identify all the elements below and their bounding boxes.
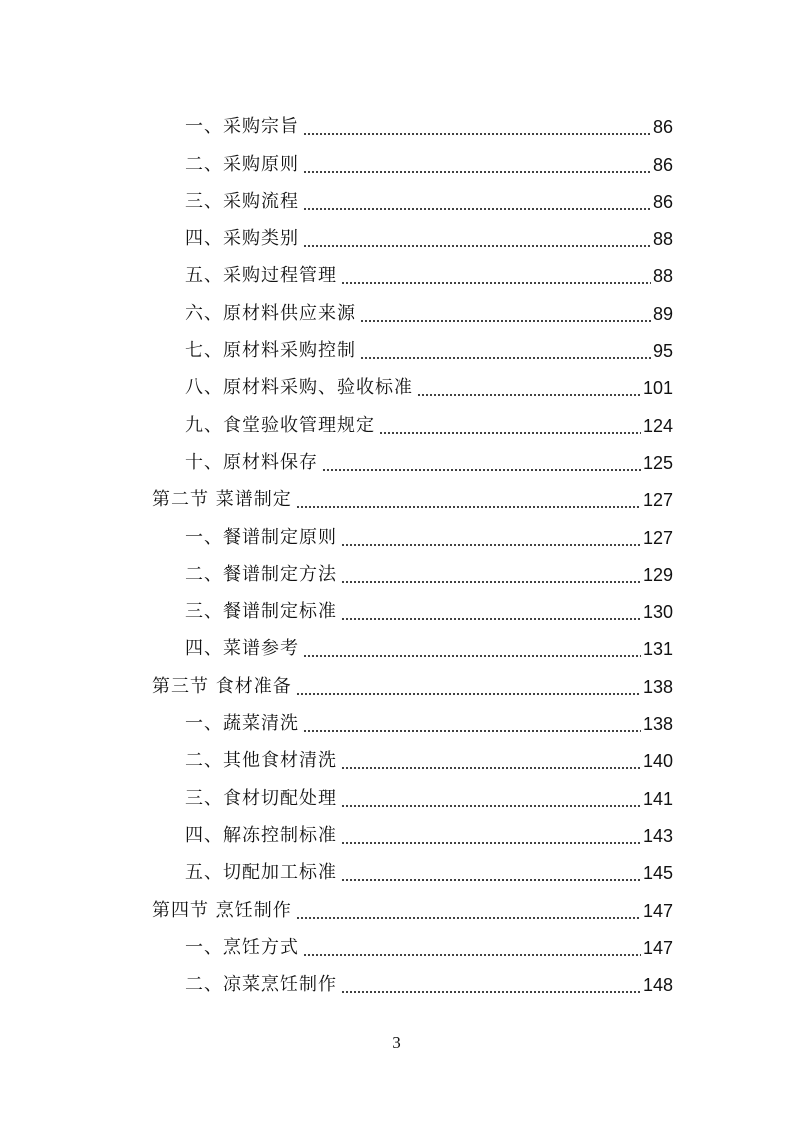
toc-dot-leader: [341, 601, 641, 623]
toc-entry-page: 86: [652, 191, 673, 212]
toc-dot-leader: [303, 191, 651, 213]
toc-dot-leader: [341, 862, 641, 884]
toc-dot-leader: [296, 900, 641, 922]
toc-entry-label: 第三节 食材准备: [152, 675, 292, 697]
toc-entry[interactable]: [0, 959, 793, 996]
toc-entry[interactable]: [0, 399, 793, 436]
toc-dot-leader: [360, 340, 651, 362]
toc-entry-label: 七、原材料采购控制: [185, 340, 356, 362]
toc-entry-page: 88: [652, 229, 673, 250]
toc-dot-leader: [322, 452, 641, 474]
toc-entry-label: 一、蔬菜清洗: [185, 713, 299, 735]
toc-entry[interactable]: [0, 176, 793, 213]
toc-entry-label: 四、解冻控制标准: [185, 824, 337, 846]
toc-entry[interactable]: [0, 549, 793, 586]
toc-entry[interactable]: [0, 138, 793, 175]
toc-entry-page: 147: [642, 937, 673, 958]
toc-entry-label: 二、采购原则: [185, 153, 299, 175]
toc-dot-leader: [303, 713, 641, 735]
toc-entry[interactable]: [0, 511, 793, 548]
toc-entry-label: 九、食堂验收管理规定: [185, 414, 375, 436]
toc-dot-leader: [303, 638, 641, 660]
toc-entry-page: 125: [642, 452, 673, 473]
toc-entry-label: 三、采购流程: [185, 190, 299, 212]
toc-section-entry[interactable]: [0, 660, 793, 697]
toc-entry-page: 130: [642, 602, 673, 623]
toc-entry[interactable]: [0, 922, 793, 959]
toc-entry-page: 86: [652, 117, 673, 138]
toc-entry[interactable]: [0, 847, 793, 884]
toc-entry[interactable]: [0, 325, 793, 362]
toc-dot-leader: [303, 228, 651, 250]
toc-entry-label: 五、切配加工标准: [185, 862, 337, 884]
toc-dot-leader: [303, 116, 651, 138]
toc-dot-leader: [341, 527, 641, 549]
toc-entry-label: 一、烹饪方式: [185, 936, 299, 958]
toc-entry-page: 129: [642, 564, 673, 585]
toc-entry[interactable]: [0, 362, 793, 399]
toc-dot-leader: [417, 377, 641, 399]
toc-entry-page: 138: [642, 714, 673, 735]
toc-dot-leader: [341, 788, 641, 810]
toc-entry[interactable]: [0, 287, 793, 324]
toc-entry-page: 131: [642, 639, 673, 660]
toc-entry-page: 88: [652, 266, 673, 287]
toc-entry[interactable]: [0, 772, 793, 809]
toc-entry-label: 一、餐谱制定原则: [185, 526, 337, 548]
toc-entry-label: 第四节 烹饪制作: [152, 899, 292, 921]
toc-entry-page: 95: [652, 341, 673, 362]
toc-section-entry[interactable]: [0, 474, 793, 511]
toc-dot-leader: [360, 303, 651, 325]
toc-entry-label: 八、原材料采购、验收标准: [185, 377, 413, 399]
toc-entry[interactable]: [0, 735, 793, 772]
toc-dot-leader: [341, 265, 651, 287]
toc-entry[interactable]: [0, 810, 793, 847]
toc-entry-page: 148: [642, 975, 673, 996]
toc-entry-page: 86: [652, 154, 673, 175]
toc-entry-page: 127: [642, 527, 673, 548]
toc-entry[interactable]: [0, 250, 793, 287]
toc-entry-label: 四、采购类别: [185, 228, 299, 250]
toc-entry[interactable]: [0, 586, 793, 623]
toc-entry-label: 二、凉菜烹饪制作: [185, 974, 337, 996]
toc-dot-leader: [296, 489, 641, 511]
toc-dot-leader: [303, 154, 651, 176]
toc-entry-label: 三、食材切配处理: [185, 787, 337, 809]
toc-entry-label: 六、原材料供应来源: [185, 302, 356, 324]
toc-dot-leader: [341, 750, 641, 772]
toc-dot-leader: [303, 937, 641, 959]
toc-dot-leader: [296, 676, 641, 698]
toc-dot-leader: [341, 825, 641, 847]
toc-entry-page: 145: [642, 863, 673, 884]
toc-entry-page: 127: [642, 490, 673, 511]
toc-entry-label: 一、采购宗旨: [185, 116, 299, 138]
toc-entry-label: 三、餐谱制定标准: [185, 601, 337, 623]
toc-entry-page: 140: [642, 751, 673, 772]
toc-entry-label: 二、其他食材清洗: [185, 750, 337, 772]
toc-dot-leader: [379, 415, 641, 437]
toc-entry-label: 第二节 菜谱制定: [152, 489, 292, 511]
toc-entry[interactable]: [0, 698, 793, 735]
toc-entry[interactable]: [0, 437, 793, 474]
toc-entry-page: 143: [642, 825, 673, 846]
toc-section-entry[interactable]: [0, 884, 793, 921]
toc-entry[interactable]: [0, 623, 793, 660]
table-of-contents: [0, 101, 793, 996]
toc-dot-leader: [341, 564, 641, 586]
toc-entry-label: 二、餐谱制定方法: [185, 563, 337, 585]
toc-entry-label: 四、菜谱参考: [185, 638, 299, 660]
toc-entry[interactable]: [0, 101, 793, 138]
toc-entry-page: 101: [642, 378, 673, 399]
toc-entry-page: 138: [642, 676, 673, 697]
toc-entry-label: 五、采购过程管理: [185, 265, 337, 287]
toc-entry-page: 89: [652, 303, 673, 324]
toc-dot-leader: [341, 974, 641, 996]
toc-entry-page: 141: [642, 788, 673, 809]
toc-entry-label: 十、原材料保存: [185, 451, 318, 473]
toc-entry[interactable]: [0, 213, 793, 250]
page-number: 3: [392, 1033, 401, 1052]
toc-entry-page: 124: [642, 415, 673, 436]
toc-entry-page: 147: [642, 900, 673, 921]
